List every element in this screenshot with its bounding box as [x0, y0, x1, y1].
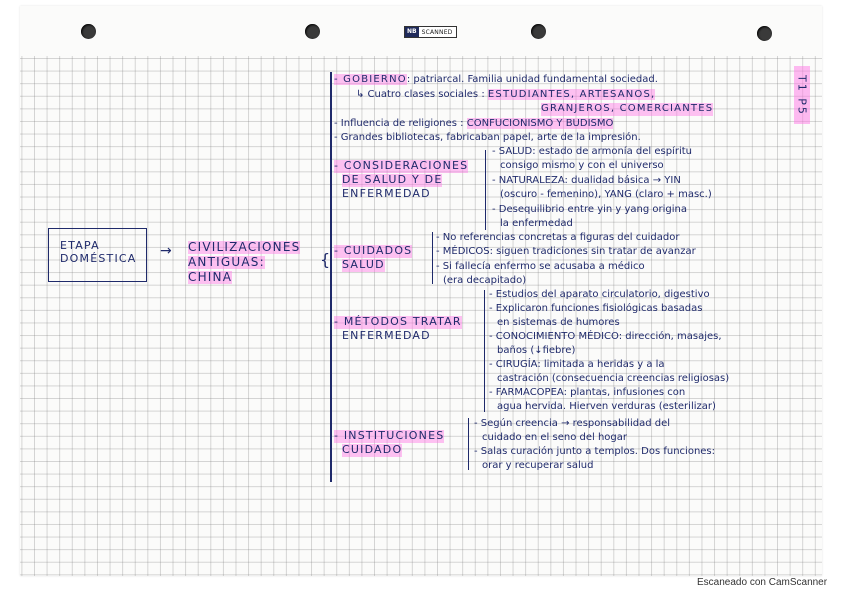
cuidados-title-2: SALUD	[342, 258, 385, 271]
brand-text: SCANNED	[421, 28, 453, 36]
clases-1: ESTUDIANTES, ARTESANOS,	[487, 89, 656, 100]
desequilibrio-2: la enfermedad	[500, 218, 573, 229]
metodos-item-2a: - Explicaron funciones fisiológicas basadas	[489, 303, 703, 314]
salud-1: - SALUD: estado de armonía del espíritu	[492, 146, 692, 157]
consideraciones-brace	[485, 150, 486, 230]
instituciones-item-1b: cuidado en el seno del hogar	[482, 432, 628, 443]
civ-line-2: ANTIGUAS:	[188, 255, 265, 269]
metodos-item-3a: - CONOCIMIENTO MÉDICO: dirección, masajes,	[489, 331, 722, 342]
consideraciones-title-1: - CONSIDERACIONES	[334, 159, 469, 172]
metodos-brace	[484, 290, 485, 412]
cuidados-brace	[432, 232, 433, 284]
instituciones-item-1a: - Según creencia → responsabilidad del	[474, 418, 671, 429]
cuidados-item-3b: (era decapitado)	[443, 275, 527, 286]
punch-hole	[81, 24, 96, 39]
main-brace	[330, 72, 332, 482]
metodos-item-3b: baños (↓fiebre)	[497, 345, 576, 356]
metodos-item-1: - Estudios del aparato circulatorio, digestivo	[489, 289, 710, 300]
metodos-title-1: - MÉTODOS TRATAR	[334, 315, 462, 328]
influencia-row	[334, 118, 613, 131]
salud-2: consigo mismo y con el universo	[500, 160, 664, 171]
metodos-item-4b: castración (consecuencia creencias religiosas)	[497, 373, 730, 384]
etapa-line-2: DOMÉSTICA	[60, 252, 137, 265]
desequilibrio-1: - Desequilibrio entre yin y yang origina	[492, 204, 688, 215]
clases-row	[356, 89, 655, 102]
instituciones-item-2b: orar y recuperar salud	[482, 460, 594, 471]
instituciones-title-2: CUIDADO	[342, 443, 403, 456]
page-tag: T1 P5	[794, 66, 810, 124]
instituciones-brace	[468, 418, 469, 470]
influencia-hi: CONFUCIONISMO Y BUDISMO	[466, 118, 614, 129]
clases-intro: ↳ Cuatro clases sociales :	[356, 89, 485, 100]
instituciones-title-1: - INSTITUCIONES	[334, 429, 445, 442]
metodos-item-5a: - FARMACOPEA: plantas, infusiones con	[489, 387, 686, 398]
gobierno-title: - GOBIERNO	[334, 74, 407, 85]
brand-mark: NB	[407, 28, 417, 35]
naturaleza-1: - NATURALEZA: dualidad básica → YIN	[492, 175, 681, 186]
instituciones-item-2a: - Salas curación junto a templos. Dos funciones:	[474, 446, 716, 457]
etapa-line-1: ETAPA	[60, 239, 100, 252]
clases-2: GRANJEROS, COMERCIANTES	[541, 103, 714, 114]
gobierno-text: : patriarcal. Familia unidad fundamental sociedad.	[406, 74, 658, 85]
gobierno-row	[334, 74, 658, 87]
arrow-icon: →	[160, 243, 172, 259]
consideraciones-title-3: ENFERMEDAD	[342, 187, 431, 200]
metodos-item-5b: agua hervida. Hierven verduras (esterilizar)	[497, 401, 716, 412]
punch-hole	[757, 26, 772, 41]
cuidados-item-3: - Si fallecía enfermo se acusaba a médico	[436, 261, 645, 272]
cuidados-title-1: - CUIDADOS	[334, 244, 413, 257]
punch-hole	[305, 24, 320, 39]
cuidados-item-2: - MÉDICOS: siguen tradiciones sin tratar de avanzar	[436, 246, 696, 257]
naturaleza-2: (oscuro - femenino), YANG (claro + masc.)	[500, 189, 712, 200]
brand-logo	[404, 26, 457, 38]
civ-line-1: CIVILIZACIONES	[188, 240, 301, 254]
metodos-item-2b: en sistemas de humores	[497, 317, 620, 328]
cuidados-item-1: - No referencias concretas a figuras del cuidador	[436, 232, 680, 243]
civ-line-3: CHINA	[188, 270, 233, 284]
brace-tip: {	[320, 250, 331, 269]
scanner-watermark: Escaneado con CamScanner	[697, 577, 828, 588]
consideraciones-title-2: DE SALUD Y DE	[342, 173, 443, 186]
bibliotecas: - Grandes bibliotecas, fabricaban papel, arte de la impresión.	[334, 132, 641, 143]
metodos-item-4a: - CIRUGÍA: limitada a heridas y a la	[489, 359, 665, 370]
punch-hole	[531, 24, 546, 39]
influencia-text: - Influencia de religiones :	[334, 118, 464, 129]
metodos-title-2: ENFERMEDAD	[342, 329, 431, 342]
